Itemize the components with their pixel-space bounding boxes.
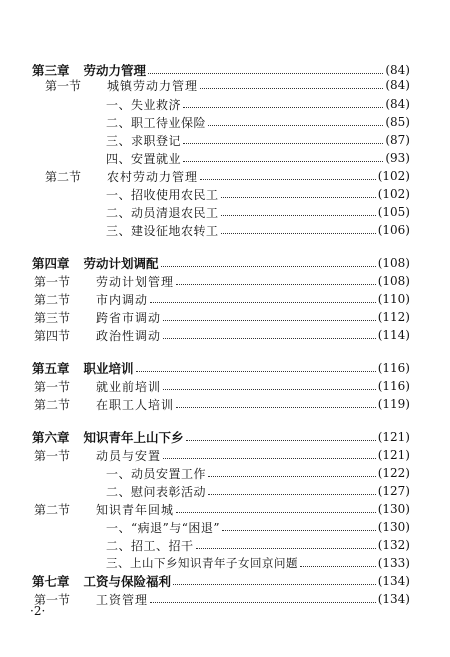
section-title: 政治性调动 <box>96 328 162 343</box>
section-number: 第二节 <box>34 397 71 412</box>
toc-item-row <box>0 554 450 572</box>
section-title: 工资管理 <box>96 592 149 607</box>
chapter-title: 职业培训 <box>83 361 134 376</box>
toc-section-row <box>0 446 450 464</box>
toc-item-row <box>0 221 450 239</box>
toc-item-row <box>0 185 450 203</box>
section-number: 第一节 <box>34 379 71 394</box>
page-ref: (133) <box>377 556 410 570</box>
section-title: 知识青年回城 <box>96 502 175 517</box>
dot-leader <box>222 530 376 531</box>
dot-leader <box>221 197 376 198</box>
page-ref: (130) <box>377 520 410 534</box>
item-title: 二、招工、招干 <box>106 538 194 553</box>
dot-leader <box>176 284 376 285</box>
page-ref: (108) <box>377 274 410 288</box>
page-ref: (84) <box>385 97 410 111</box>
section-number: 第二节 <box>34 292 71 307</box>
section-number: 第三节 <box>34 310 71 325</box>
section-title: 就业前培训 <box>96 379 162 394</box>
page-ref: (122) <box>377 466 410 480</box>
page-ref: (84) <box>385 63 410 77</box>
toc-item-row <box>0 95 450 113</box>
dot-leader <box>200 179 376 180</box>
page-ref: (108) <box>377 256 410 270</box>
chapter-number: 第四章 <box>32 256 70 271</box>
page-ref: (102) <box>377 187 410 201</box>
toc-section-row <box>0 500 450 518</box>
dot-leader <box>176 512 376 513</box>
toc-item-row <box>0 203 450 221</box>
section-title: 城镇劳动力管理 <box>107 78 199 93</box>
item-title: 二、职工待业保险 <box>106 115 207 130</box>
page-ref: (110) <box>377 292 410 306</box>
page-ref: (85) <box>385 115 410 129</box>
item-title: 二、动员清退农民工 <box>106 205 219 220</box>
section-title: 在职工人培训 <box>96 397 175 412</box>
item-title: 一、“病退”与“困退” <box>106 520 221 535</box>
toc-section-row <box>0 326 450 344</box>
section-title: 动员与安置 <box>96 448 162 463</box>
item-title: 三、求职登记 <box>106 133 182 148</box>
dot-leader <box>150 302 376 303</box>
chapter-number: 第三章 <box>32 63 70 78</box>
dot-leader <box>163 320 376 321</box>
page-number: ·2· <box>30 604 46 618</box>
page-ref: (134) <box>377 592 410 606</box>
item-title: 三、建设征地农转工 <box>106 223 219 238</box>
toc-section-row <box>0 377 450 395</box>
dot-leader <box>221 233 376 234</box>
dot-leader <box>163 458 376 459</box>
page-ref: (112) <box>377 310 410 324</box>
chapter-title: 知识青年上山下乡 <box>83 430 184 445</box>
item-title: 二、慰问表彰活动 <box>106 484 207 499</box>
dot-leader <box>173 584 376 585</box>
page-ref: (106) <box>377 223 410 237</box>
page-ref: (121) <box>377 430 410 444</box>
page-ref: (105) <box>377 205 410 219</box>
chapter-number: 第六章 <box>32 430 70 445</box>
section-title: 市内调动 <box>96 292 149 307</box>
page-ref: (127) <box>377 484 410 498</box>
page-ref: (84) <box>385 78 410 92</box>
chapter-number: 第七章 <box>32 574 70 589</box>
item-title: 一、招收使用农民工 <box>106 187 219 202</box>
chapter-title: 劳动力管理 <box>83 63 147 78</box>
page-ref: (132) <box>377 538 410 552</box>
chapter-title: 劳动计划调配 <box>83 256 159 271</box>
toc-item-row <box>0 464 450 482</box>
dot-leader <box>163 389 376 390</box>
toc-item-row <box>0 113 450 131</box>
page-ref: (87) <box>385 133 410 147</box>
chapter-number: 第五章 <box>32 361 70 376</box>
dot-leader <box>150 602 376 603</box>
toc-section-row <box>0 290 450 308</box>
page-ref: (102) <box>377 169 410 183</box>
page-ref: (116) <box>377 361 410 375</box>
toc-item-row <box>0 131 450 149</box>
toc-item-row <box>0 536 450 554</box>
toc-section-row <box>0 590 450 608</box>
toc-chapter-row <box>0 359 450 377</box>
dot-leader <box>161 266 376 267</box>
toc-item-row <box>0 482 450 500</box>
toc-section-row <box>0 76 450 94</box>
dot-leader <box>186 440 376 441</box>
dot-leader <box>208 125 383 126</box>
dot-leader <box>196 548 376 549</box>
page-ref: (119) <box>377 397 410 411</box>
toc-chapter-row <box>0 572 450 590</box>
section-number: 第一节 <box>45 78 82 93</box>
toc-item-row <box>0 149 450 167</box>
page-ref: (93) <box>385 151 410 165</box>
section-title: 跨省市调动 <box>96 310 162 325</box>
toc-section-row <box>0 395 450 413</box>
dot-leader <box>200 88 383 89</box>
item-title: 一、失业救济 <box>106 97 182 112</box>
item-title: 三、上山下乡知识青年子女回京问题 <box>106 556 298 570</box>
toc-section-row <box>0 308 450 326</box>
page-ref: (134) <box>377 574 410 588</box>
dot-leader <box>208 494 376 495</box>
chapter-title: 工资与保险福利 <box>83 574 172 589</box>
section-title: 农村劳动力管理 <box>107 169 199 184</box>
toc-item-row <box>0 518 450 536</box>
dot-leader <box>221 215 376 216</box>
toc-section-row <box>0 272 450 290</box>
section-number: 第一节 <box>34 274 71 289</box>
section-title: 劳动计划管理 <box>96 274 175 289</box>
section-number: 第二节 <box>34 502 71 517</box>
section-number: 第一节 <box>34 448 71 463</box>
page-ref: (121) <box>377 448 410 462</box>
page-ref: (130) <box>377 502 410 516</box>
page-ref: (114) <box>377 328 410 342</box>
item-title: 一、动员安置工作 <box>106 466 207 481</box>
toc-chapter-row <box>0 428 450 446</box>
dot-leader <box>183 143 383 144</box>
toc-section-row <box>0 167 450 185</box>
section-number: 第四节 <box>34 328 71 343</box>
dot-leader <box>183 107 383 108</box>
item-title: 四、安置就业 <box>106 151 182 166</box>
toc-chapter-row <box>0 254 450 272</box>
dot-leader <box>208 476 376 477</box>
dot-leader <box>300 566 376 567</box>
section-number: 第二节 <box>45 169 82 184</box>
dot-leader <box>136 371 376 372</box>
dot-leader <box>163 338 376 339</box>
page-ref: (116) <box>377 379 410 393</box>
dot-leader <box>183 161 383 162</box>
section-number: 第一节 <box>34 592 71 607</box>
dot-leader <box>176 407 376 408</box>
dot-leader <box>148 73 383 74</box>
